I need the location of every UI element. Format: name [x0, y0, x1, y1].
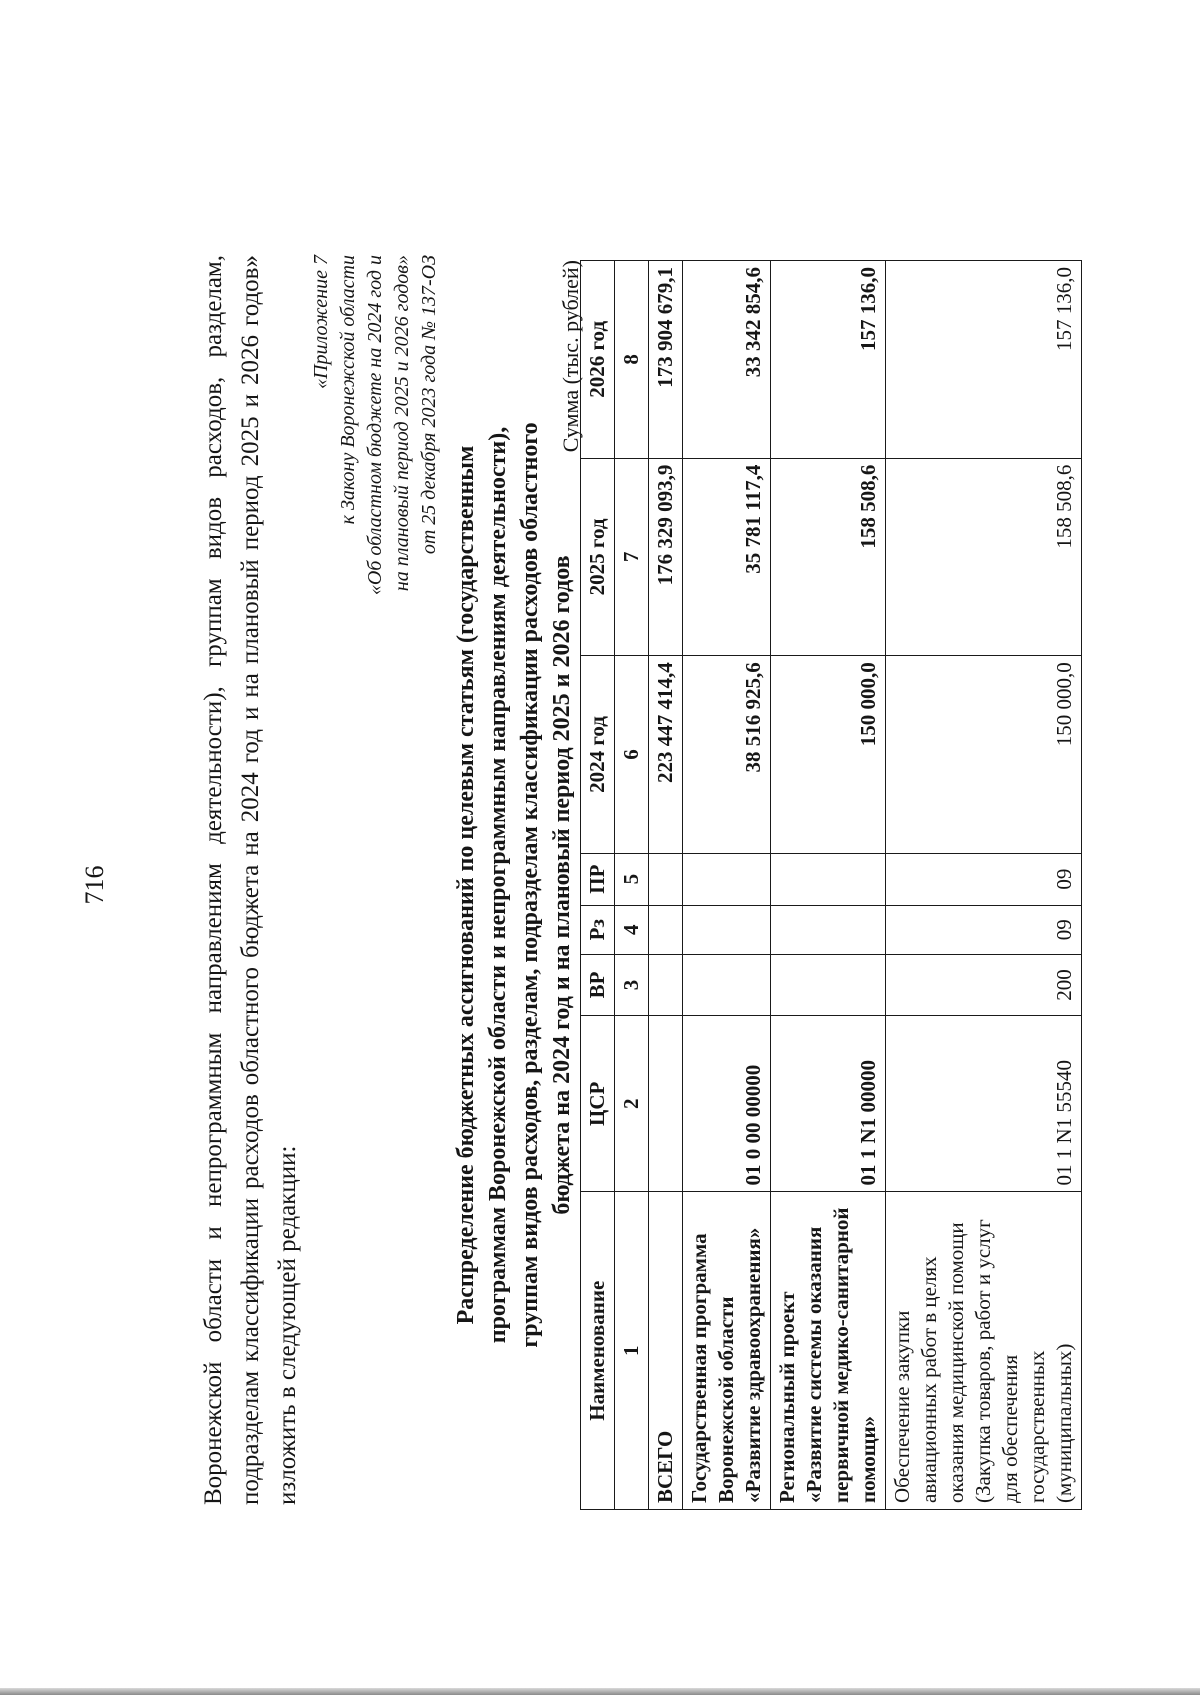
row-name: Государственная программа Воронежской области «Развитие здравоохранения» — [683, 1192, 771, 1510]
row-csr: 01 0 00 00000 — [683, 1016, 771, 1192]
row-name: ВСЕГО — [649, 1192, 683, 1510]
units-label: Сумма (тыс. рублей) — [558, 260, 583, 453]
appendix-line-3: «Об областном бюджете на 2024 год и — [364, 255, 386, 596]
row-amount-2025: 158 508,6 — [771, 458, 886, 656]
row-rz — [683, 905, 771, 954]
header-2024: 2024 год — [581, 656, 615, 854]
row-rz — [771, 905, 886, 954]
table-row-program — [683, 261, 771, 1510]
row-vr: 200 — [886, 954, 1082, 1015]
row-amount-2024: 38 516 925,6 — [683, 656, 771, 854]
appendix-reference — [308, 255, 443, 775]
column-number-row — [615, 261, 649, 1510]
row-csr: 01 1 N1 55540 — [886, 1016, 1082, 1192]
appendix-line-2: к Закону Воронежской области — [337, 255, 359, 525]
table-row-project — [771, 261, 886, 1510]
row-amount-2026: 157 136,0 — [771, 261, 886, 459]
row-pr — [649, 853, 683, 905]
budget-table — [580, 260, 1082, 1510]
header-2025: 2025 год — [581, 458, 615, 656]
row-amount-2025: 35 781 117,4 — [683, 458, 771, 656]
row-amount-2024: 150 000,0 — [771, 656, 886, 854]
column-number: 3 — [615, 954, 649, 1015]
row-amount-2025: 158 508,6 — [886, 458, 1082, 656]
column-number: 5 — [615, 853, 649, 905]
page-number: 716 — [80, 865, 109, 905]
column-number: 7 — [615, 458, 649, 656]
column-number: 6 — [615, 656, 649, 854]
row-amount-2026: 157 136,0 — [886, 261, 1082, 459]
row-name: Обеспечение закупки авиационных работ в целях оказания медицинской помощи (Закупка товаров, работ и услуг для обеспечения государственных (муниципальных) — [886, 1192, 1082, 1510]
row-vr — [771, 954, 886, 1015]
column-number: 1 — [615, 1192, 649, 1510]
row-rz: 09 — [886, 905, 1082, 954]
row-pr — [683, 853, 771, 905]
column-number: 2 — [615, 1016, 649, 1192]
column-number: 8 — [615, 261, 649, 459]
row-csr — [649, 1016, 683, 1192]
row-rz — [649, 905, 683, 954]
header-2026: 2026 год — [581, 261, 615, 459]
row-amount-2024: 150 000,0 — [886, 656, 1082, 854]
document-page — [80, 175, 1080, 1595]
row-pr — [771, 853, 886, 905]
table-heading: Распределение бюджетных ассигнований по целевым статьям (государственным программам Воронежской области и непрограммным направлениям деятельности), группам видов расходов, разделам, подразделам классификации расходов областного бюджета на 2024 год и на плановый период 2025 и 2026 годов — [453, 422, 575, 1348]
appendix-line-1: «Приложение 7 — [310, 255, 332, 389]
table-row-total — [649, 261, 683, 1510]
intro-paragraph: Воронежской области и непрограммным направлениям деятельности), группам видов расходов, разделам, подразделам классификации расходов областного бюджета на 2024 год и на плановый период 2025 и 2026 годов» изложить в следующей редакции: — [200, 255, 301, 1505]
row-amount-2026: 173 904 679,1 — [649, 261, 683, 459]
row-amount-2026: 33 342 854,6 — [683, 261, 771, 459]
row-vr — [649, 954, 683, 1015]
appendix-line-5: от 25 декабря 2023 года № 137-ОЗ — [418, 255, 440, 555]
row-amount-2024: 223 447 414,4 — [649, 656, 683, 854]
column-number: 4 — [615, 905, 649, 954]
row-amount-2025: 176 329 093,9 — [649, 458, 683, 656]
scan-edge-divider — [0, 1688, 1200, 1695]
header-pr: ПР — [581, 853, 615, 905]
table-row-activity — [886, 261, 1082, 1510]
appendix-line-4: на плановый период 2025 и 2026 годов» — [391, 255, 413, 592]
row-name: Региональный проект «Развитие системы оказания первичной медико-санитарной помощи» — [771, 1192, 886, 1510]
header-vr: ВР — [581, 954, 615, 1015]
header-rz: Рз — [581, 905, 615, 954]
row-pr: 09 — [886, 853, 1082, 905]
row-csr: 01 1 N1 00000 — [771, 1016, 886, 1192]
header-csr: ЦСР — [581, 1016, 615, 1192]
row-vr — [683, 954, 771, 1015]
table-header-row — [581, 261, 615, 1510]
header-name: Наименование — [581, 1192, 615, 1510]
